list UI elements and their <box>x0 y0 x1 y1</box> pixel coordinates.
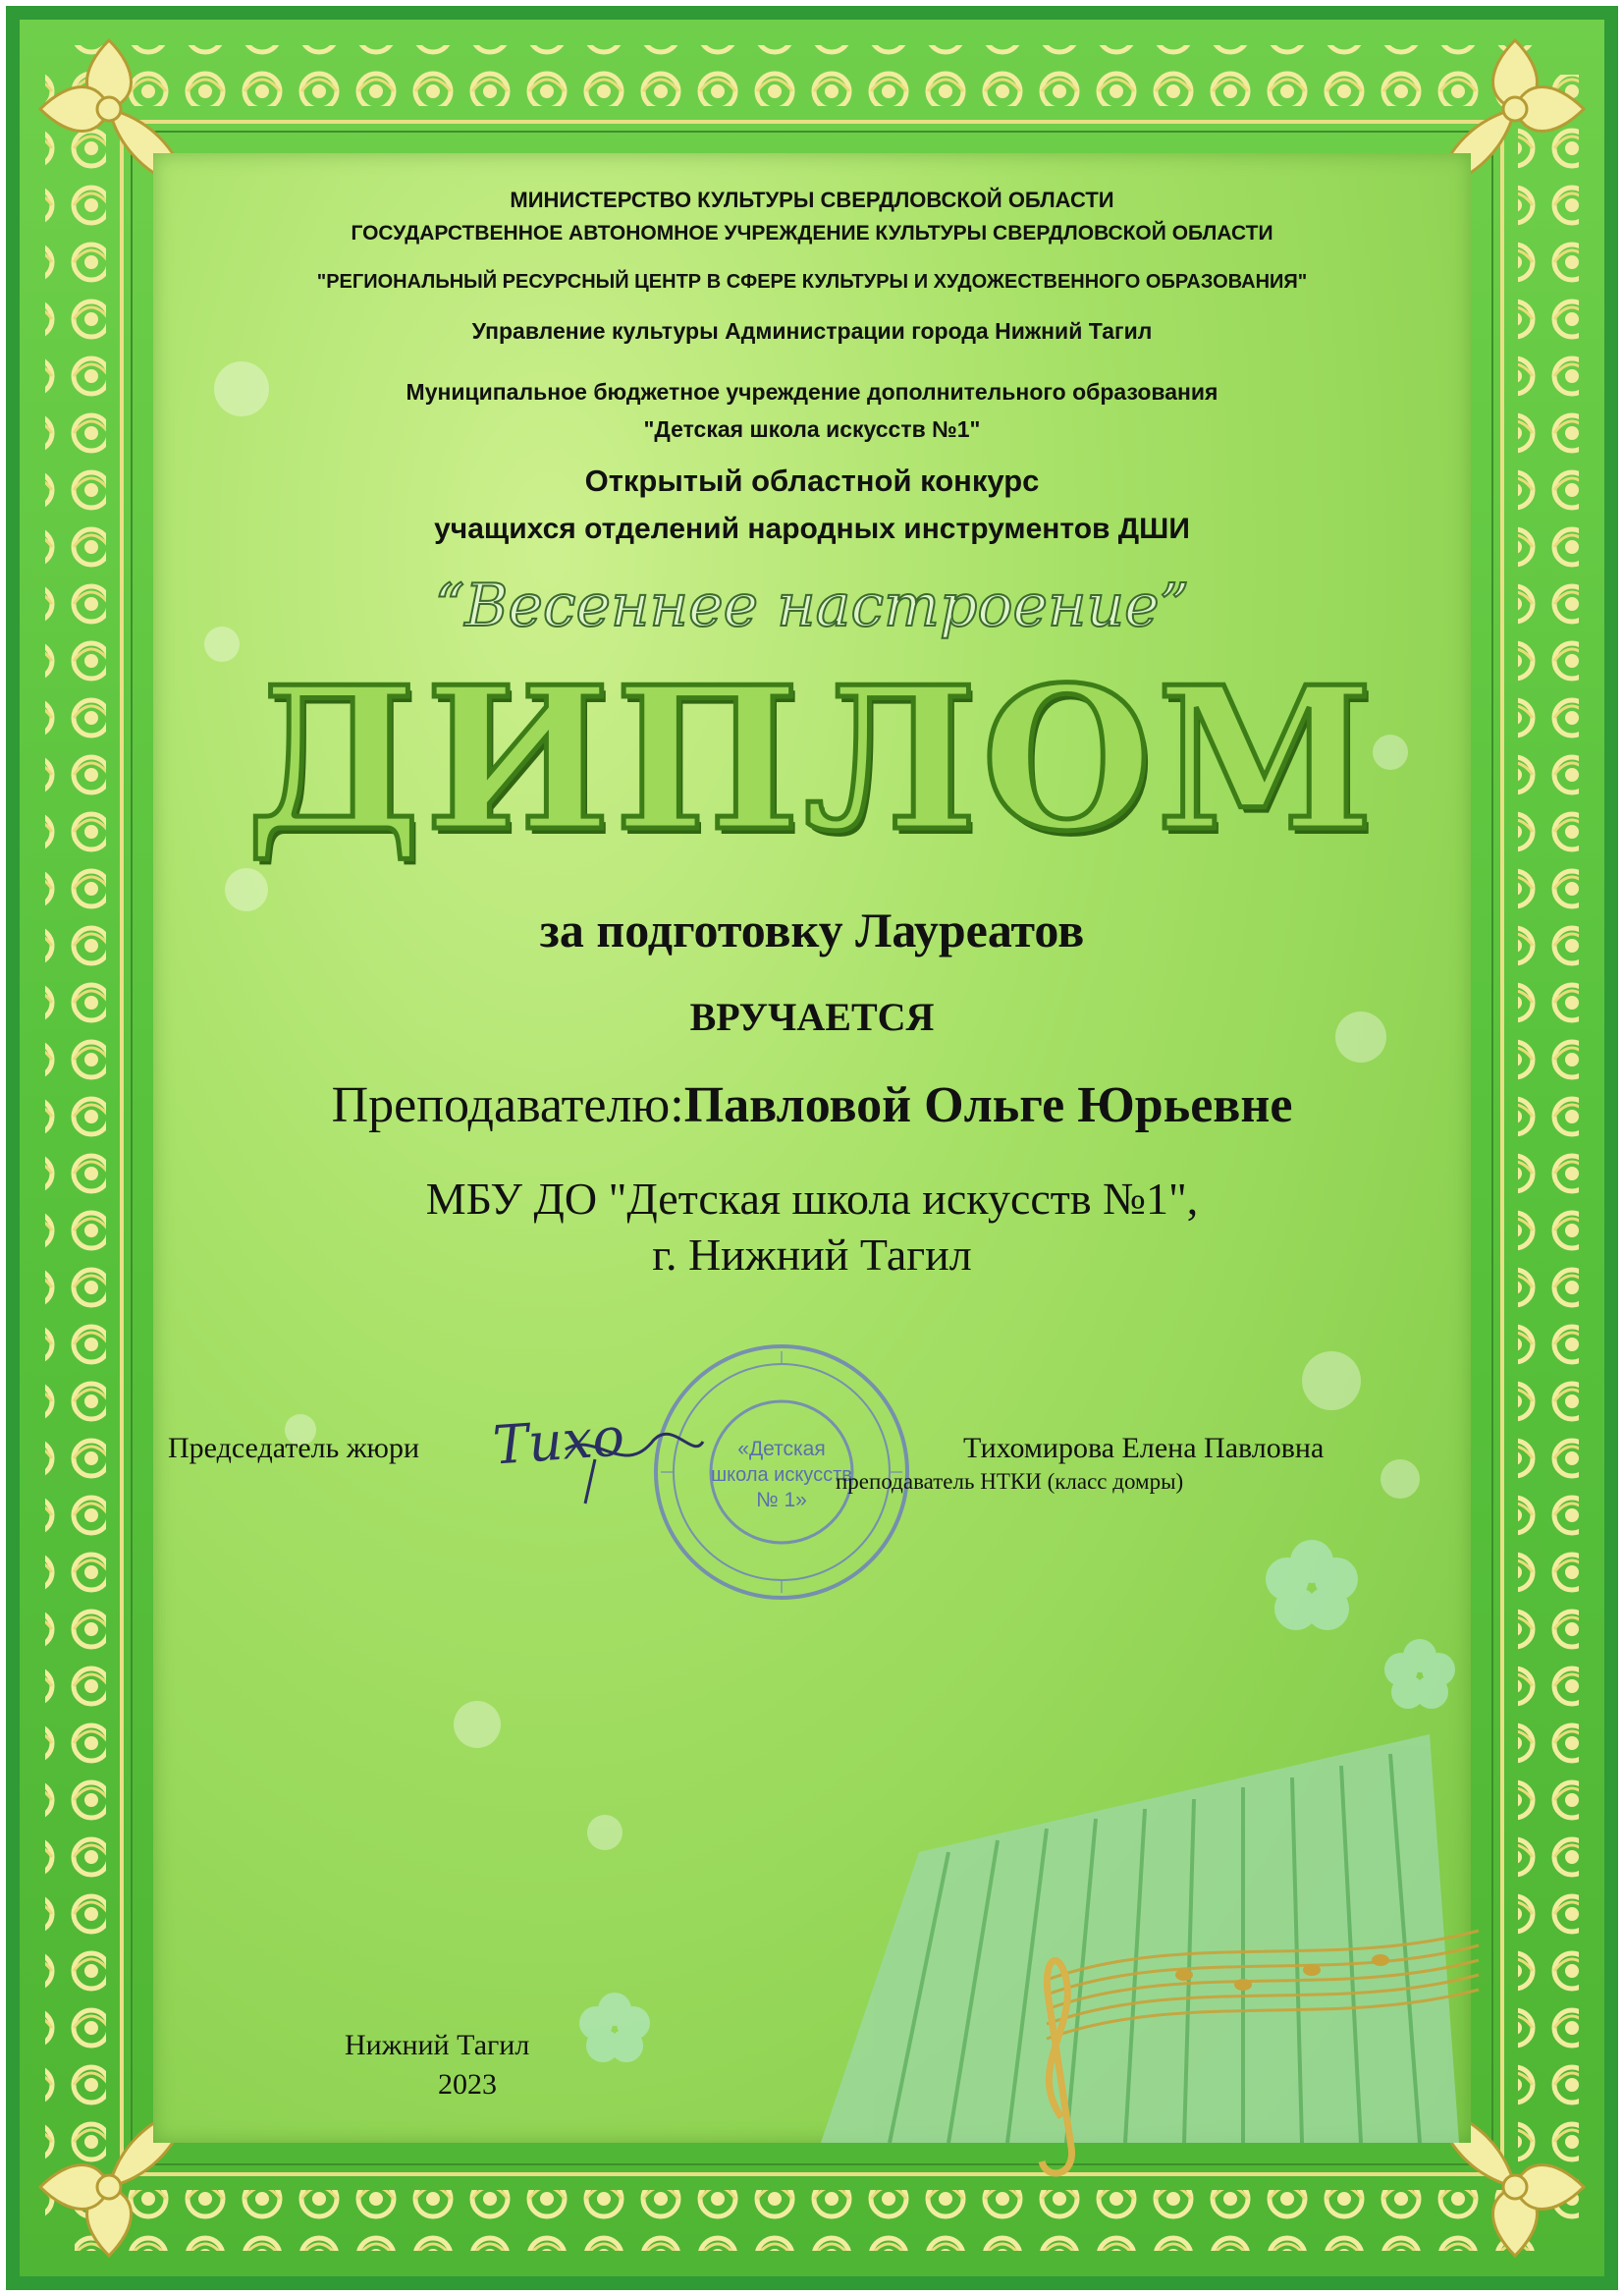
background-decoration <box>6 6 1618 2290</box>
stamp-text-2: школа искусств <box>711 1464 852 1486</box>
stamp-text-3: № 1» <box>756 1489 807 1511</box>
diploma-title: ДИПЛОМ <box>245 644 1379 875</box>
jury-chair-label: Председатель жюри <box>168 1432 420 1464</box>
institution-line-2: г. Нижний Тагил <box>652 1230 972 1280</box>
header-school-name: "Детская школа искусств №1" <box>643 416 981 442</box>
stamp-text-1: «Детская <box>737 1438 826 1460</box>
contest-subtitle: учащихся отделений народных инструментов ДШИ <box>434 513 1190 545</box>
recipient-name: Павловой Ольге Юрьевне <box>683 1077 1293 1133</box>
award-reason: за подготовку Лауреатов <box>539 902 1085 957</box>
header-culture-department: Управление культуры Администрации города Нижний Тагил <box>471 318 1153 344</box>
header-resource-center: "РЕГИОНАЛЬНЫЙ РЕСУРСНЫЙ ЦЕНТР В СФЕРЕ КУЛЬТУРЫ И ХУДОЖЕСТВЕННОГО ОБРАЗОВАНИЯ" <box>316 271 1308 293</box>
jury-chair-name: Тихомирова Елена Павловна <box>963 1432 1325 1464</box>
header-institution: Муниципальное бюджетное учреждение дополнительного образования <box>406 379 1218 405</box>
footer-city: Нижний Тагил <box>345 2029 530 2061</box>
signature-stroke <box>556 1420 713 1508</box>
jury-chair-position: преподаватель НТКИ (класс домры) <box>836 1469 1184 1494</box>
diploma-sheet <box>6 6 1618 2290</box>
recipient-role: Преподавателю: <box>331 1077 684 1133</box>
accordion-illustration <box>821 1734 1459 2143</box>
header-ministry: МИНИСТЕРСТВО КУЛЬТУРЫ СВЕРДЛОВСКОЙ ОБЛАСТИ <box>510 188 1114 212</box>
institution-line-1: МБУ ДО "Детская школа искусств №1", <box>425 1174 1199 1224</box>
contest-name: “Весеннее настроение” <box>434 572 1190 640</box>
handwritten-signature: Тихо <box>490 1405 626 1477</box>
header-gauk: ГОСУДАРСТВЕННОЕ АВТОНОМНОЕ УЧРЕЖДЕНИЕ КУЛЬТУРЫ СВЕРДЛОВСКОЙ ОБЛАСТИ <box>351 222 1273 245</box>
contest-title: Открытый областной конкурс <box>584 464 1040 498</box>
awarded-label: ВРУЧАЕТСЯ <box>689 995 935 1039</box>
footer-year: 2023 <box>438 2068 497 2101</box>
recipient-line <box>6 1076 1618 1134</box>
